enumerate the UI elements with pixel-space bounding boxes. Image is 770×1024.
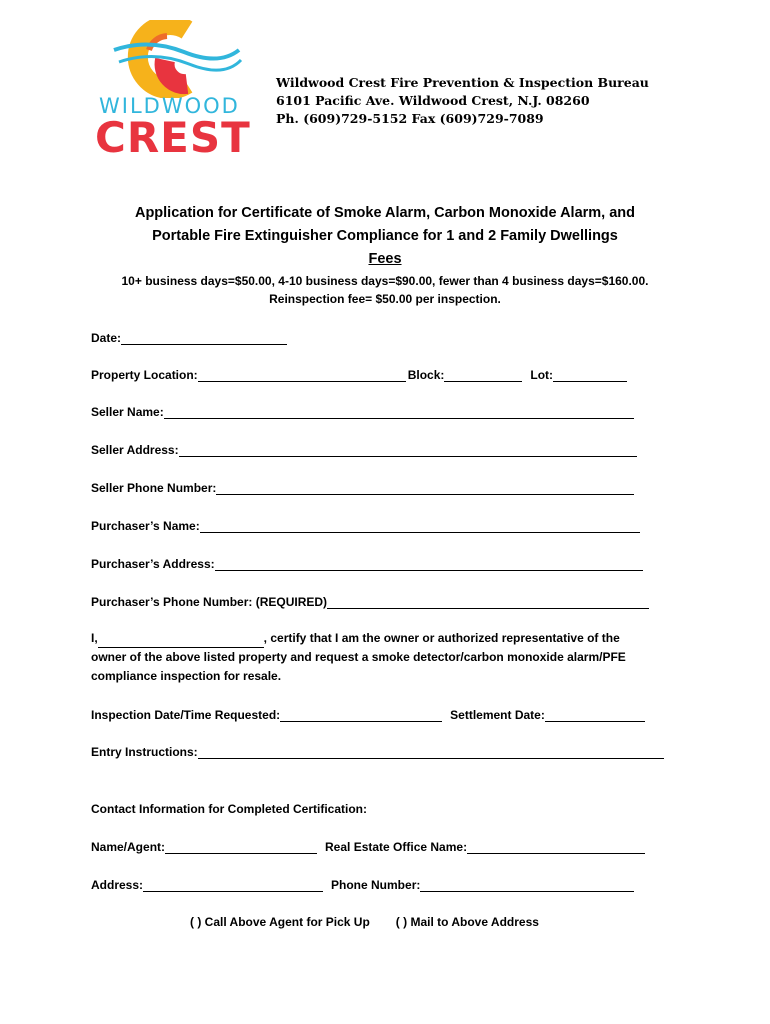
inspection-datetime-field[interactable]: [280, 710, 442, 722]
property-location-row: [91, 368, 629, 382]
bureau-name: Wildwood Crest Fire Prevention & Inspection Bureau: [276, 75, 649, 90]
purchaser-address-label: Purchaser’s Address:: [91, 557, 215, 571]
seller-name-field[interactable]: [164, 407, 634, 419]
seller-phone-label: Seller Phone Number:: [91, 481, 217, 495]
inspection-datetime-label: Inspection Date/Time Requested:: [91, 708, 281, 722]
certify-suffix: , certify that I am the owner or authorized representative of the: [263, 631, 620, 645]
option-mail[interactable]: ( ) Mail to Above Address: [395, 915, 539, 929]
inspection-date-row: [91, 708, 647, 722]
date-field[interactable]: [121, 333, 287, 345]
block-field[interactable]: [444, 370, 522, 382]
bureau-address: 6101 Pacific Ave. Wildwood Crest, N.J. 08260: [276, 93, 590, 108]
contact-heading: Contact Information for Completed Certification:: [91, 802, 367, 816]
certify-name-field[interactable]: [98, 636, 264, 648]
agent-address-row: [91, 878, 636, 892]
purchaser-name-row: [91, 519, 642, 533]
phone-number-field[interactable]: [420, 880, 634, 892]
seller-address-label: Seller Address:: [91, 443, 179, 457]
seller-address-row: [91, 443, 639, 457]
purchaser-phone-row: [91, 595, 651, 609]
seller-phone-field[interactable]: [216, 483, 634, 495]
reinspection-fee: Reinspection fee= $50.00 per inspection.: [269, 292, 501, 306]
purchaser-address-row: [91, 557, 645, 571]
option-pickup[interactable]: ( ) Call Above Agent for Pick Up: [190, 915, 370, 929]
form-title-line2: Portable Fire Extinguisher Compliance for 1 and 2 Family Dwellings: [152, 228, 618, 244]
seller-address-field[interactable]: [179, 445, 637, 457]
agent-row: [91, 840, 647, 854]
crest-c-logo-icon: [109, 20, 249, 98]
contact-heading-row: [91, 802, 367, 816]
certification-line2: owner of the above listed property and request a smoke detector/carbon monoxide alarm/PFE: [91, 650, 626, 664]
fees-heading-text: Fees: [368, 251, 402, 267]
lot-label: Lot:: [530, 368, 554, 382]
seller-name-row: [91, 405, 636, 419]
name-agent-label: Name/Agent:: [91, 840, 166, 854]
purchaser-phone-label: Purchaser’s Phone Number: (REQUIRED): [91, 595, 328, 609]
address-field[interactable]: [143, 880, 323, 892]
block-label: Block:: [407, 368, 445, 382]
bureau-header: [276, 74, 649, 128]
settlement-date-label: Settlement Date:: [450, 708, 545, 722]
date-row: [91, 331, 289, 345]
certification-line3: compliance inspection for resale.: [91, 669, 282, 683]
certify-prefix: I,: [91, 631, 98, 645]
bureau-phone-fax: Ph. (609)729-5152 Fax (609)729-7089: [276, 111, 544, 126]
purchaser-address-field[interactable]: [215, 559, 643, 571]
entry-instructions-label: Entry Instructions:: [91, 745, 198, 759]
seller-name-label: Seller Name:: [91, 405, 164, 419]
delivery-options-row: [190, 915, 539, 929]
real-estate-office-label: Real Estate Office Name:: [325, 840, 468, 854]
phone-number-label: Phone Number:: [331, 878, 421, 892]
date-label: Date:: [91, 331, 122, 345]
entry-instructions-field[interactable]: [198, 747, 664, 759]
entry-instructions-row: [91, 745, 666, 759]
logo-text-crest: CREST: [95, 113, 251, 162]
real-estate-office-field[interactable]: [467, 842, 645, 854]
seller-phone-row: [91, 481, 636, 495]
property-location-label: Property Location:: [91, 368, 198, 382]
certification-line1: [91, 629, 691, 648]
purchaser-phone-field[interactable]: [327, 597, 649, 609]
lot-field[interactable]: [553, 370, 627, 382]
wildwood-crest-logo: [95, 20, 255, 160]
fees-heading: [0, 251, 770, 267]
name-agent-field[interactable]: [165, 842, 317, 854]
address-label: Address:: [91, 878, 144, 892]
property-location-field[interactable]: [198, 370, 406, 382]
form-title-line1: Application for Certificate of Smoke Alarm, Carbon Monoxide Alarm, and: [134, 205, 636, 221]
logo-text-wildwood: WILDWOOD: [99, 94, 240, 118]
certification-paragraph: [91, 629, 691, 686]
purchaser-name-field[interactable]: [200, 521, 640, 533]
purchaser-name-label: Purchaser’s Name:: [91, 519, 200, 533]
fees-schedule: 10+ business days=$50.00, 4-10 business days=$90.00, fewer than 4 business days=$160.00.: [121, 274, 649, 288]
settlement-date-field[interactable]: [545, 710, 645, 722]
